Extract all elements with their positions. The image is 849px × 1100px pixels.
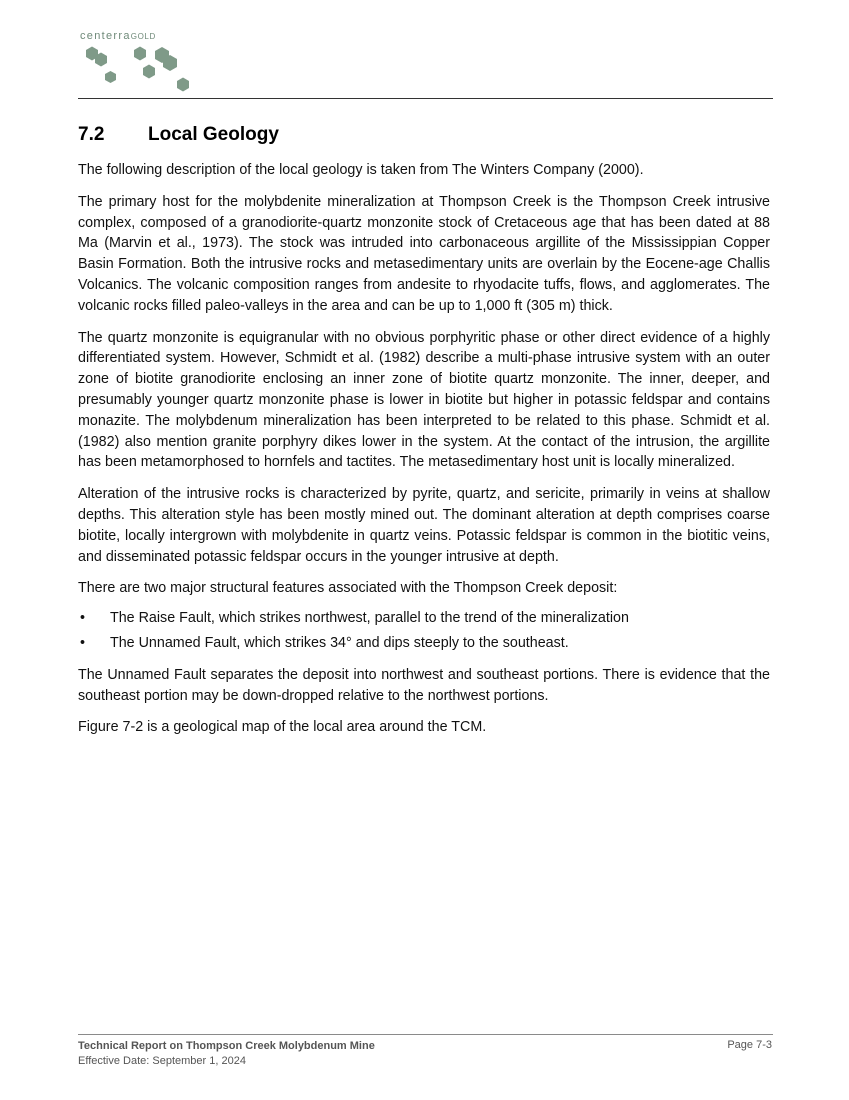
list-item-text: The Unnamed Fault, which strikes 34° and dips steeply to the southeast. <box>110 634 569 651</box>
bullet-icon: • <box>80 610 86 627</box>
logo-hexagon <box>143 65 155 79</box>
paragraph: The quartz monzonite is equigranular with no obvious porphyritic phase or other direct evidence of a highly differentiated system. However, Schmidt et al. (1982) describe a multi-phase intrusive system with an outer zone of biotite granodiorite enclosing an inner zone of biotite quartz monzonite. The inner, deeper, and presumably younger quartz monzonite phase is lower in biotite but higher in potassic feldspar and contains monazite. The molybdenum mineralization has been interpreted to be related to this phase. Schmidt et al. (1982) also mention granite porphyry dikes lower in the system. At the contact of the intrusion, the argillite has been metamorphosed to hornfels and tactites. The metasedimentary host unit is locally mineralized. <box>78 329 770 471</box>
list-item-text: The Raise Fault, which strikes northwest, parallel to the trend of the mineralization <box>110 610 629 627</box>
paragraph: Alteration of the intrusive rocks is characterized by pyrite, quartz, and sericite, primarily in veins at shallow depths. This alteration style has been mostly mined out. The dominant alteration at depth comprises coarse biotite, locally intergrown with molybdenite in quartz veins. Potassic feldspar is common in the biotitic veins, and disseminated potassic feldspar occurs in the younger intrusive at depth. <box>78 486 770 565</box>
list-item <box>78 633 770 654</box>
footer-divider <box>78 1034 773 1035</box>
paragraph: The primary host for the molybdenite mineralization at Thompson Creek is the Thompson Creek intrusive complex, composed of a granodiorite-quartz monzonite stock of Cretaceous age that has been dated at 88 Ma (Marvin et al., 1973). The stock was intruded into carbonaceous argillite of the Mississippian Copper Basin Formation. Both the intrusive rocks and metasedimentary units are overlain by the Eocene-age Challis Volcanics. The volcanic composition ranges from andesite to rhyodacite tuffs, flows, and agglomerates. The volcanic rocks filled paleo-valleys in the area and can be up to 1,000 ft (305 m) thick. <box>78 193 770 314</box>
bullet-icon: • <box>80 634 86 651</box>
footer-effective-date: Effective Date: September 1, 2024 <box>78 1055 246 1067</box>
section-title: Local Geology <box>148 124 279 145</box>
header-divider <box>78 98 773 99</box>
logo-word-gold: GOLD <box>130 32 156 41</box>
footer-report-title: Technical Report on Thompson Creek Molybdenum Mine <box>78 1040 375 1052</box>
paragraph: The Unnamed Fault separates the deposit into northwest and southeast portions. There is evidence that the southeast portion may be down-dropped relative to the northwest portions. <box>78 666 770 704</box>
paragraph: The following description of the local geology is taken from The Winters Company (2000). <box>78 162 644 178</box>
paragraph: There are two major structural features associated with the Thompson Creek deposit: <box>78 580 618 597</box>
list-item <box>78 608 770 629</box>
logo-word-centerra: centerra <box>80 30 131 42</box>
company-logo-hexagons-icon <box>78 44 198 96</box>
section-heading <box>78 124 770 146</box>
document-body <box>78 124 770 749</box>
page-footer <box>78 1039 375 1069</box>
bullet-list <box>78 608 770 654</box>
page-header <box>78 28 773 100</box>
company-logo-text <box>80 30 156 42</box>
logo-hexagon <box>105 71 116 83</box>
logo-hexagon <box>134 47 146 61</box>
logo-hexagon <box>177 78 189 92</box>
paragraph: Figure 7-2 is a geological map of the local area around the TCM. <box>78 719 487 736</box>
section-number: 7.2 <box>78 124 105 145</box>
page-number: Page 7-3 <box>727 1039 772 1051</box>
